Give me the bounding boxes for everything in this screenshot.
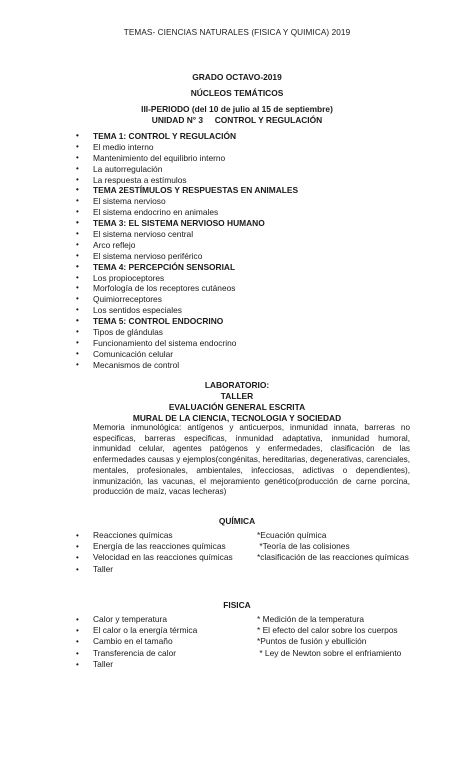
topic-item: • Mecanismos de control	[76, 360, 298, 371]
quimica-subtopic: *Teoría de las colisiones	[257, 541, 350, 552]
period-heading: III-PERIODO (del 10 de julio al 15 de septiembre)	[141, 104, 333, 114]
topics-list	[76, 131, 298, 371]
fisica-item: Taller	[93, 658, 114, 669]
topic-item: • Morfología de los receptores cutáneos	[76, 283, 298, 294]
quimica-item: Velocidad en las reacciones químicas	[93, 552, 233, 563]
topic-item: • Quimiorreceptores	[76, 294, 298, 305]
topic-heading: • TEMA 4: PERCEPCIÓN SENSORIAL	[76, 262, 298, 273]
workshop-label: TALLER	[220, 391, 254, 401]
quimica-item: Energía de las reacciones químicas	[93, 541, 226, 552]
topic-item: • Mantenimiento del equilibrio interno	[76, 153, 298, 164]
fisica-item: Calor y temperatura	[93, 614, 168, 624]
page-header: TEMAS- CIENCIAS NATURALES (FISICA Y QUIMICA) 2019	[123, 28, 351, 37]
topic-item: • El sistema nervioso	[76, 196, 298, 207]
fisica-subtopic: * Medición de la temperatura	[257, 614, 365, 624]
topic-item: • El sistema nervioso central	[76, 229, 298, 240]
topic-item: • Arco reflejo	[76, 240, 298, 251]
fisica-item: El calor o la energía térmica	[93, 625, 198, 636]
lab-title: LABORATORIO:	[204, 380, 270, 390]
fisica-subtopic: * Ley de Newton sobre el enfriamiento	[257, 647, 402, 658]
physics-title: FISICA	[223, 600, 251, 610]
unit-heading: UNIDAD N° 3 CONTROL Y REGULACIÓN	[151, 115, 323, 125]
memory-paragraph: Memoria inmunológica: antígenos y anticuerpos, inmunidad innata, barreras no especificas, barreras especificas, inmunidad adaptativa, inmunidad humoral, inmunidad celular, agentes patógenos y enfermedades, clasificación de las enfermedades causas y ejemplos(congénitas, hereditarias, degenerativas, carenciales, mentales, profesionales, ambientales, infecciosas, adictivas o dependientes), inmunización, las vacunas, el mejoramiento genético(producción de carne porcina, producción de maíz, vacas lecheras)	[93, 423, 410, 497]
grade-title: GRADO OCTAVO-2019	[192, 72, 282, 82]
topic-item: • La respuesta a estímulos	[76, 175, 298, 186]
fisica-item: Transferencia de calor	[93, 647, 177, 658]
evaluation-label: EVALUACIÓN GENERAL ESCRITA	[168, 402, 306, 412]
fisica-subtopic: * El efecto del calor sobre los cuerpos	[257, 625, 398, 636]
quimica-item: Reacciones químicas	[93, 530, 173, 540]
topic-item: • El medio interno	[76, 142, 298, 153]
chemistry-title: QUÍMICA	[218, 516, 256, 526]
topic-item: • El sistema endocrino en animales	[76, 207, 298, 218]
science-mural-label: MURAL DE LA CIENCIA, TECNOLOGIA Y SOCIEDAD	[132, 413, 342, 423]
fisica-subtopic: *Puntos de fusión y ebullición	[257, 636, 367, 647]
topic-item: • Los propioceptores	[76, 273, 298, 284]
quimica-item: Taller	[93, 563, 114, 574]
thematic-nuclei-title: NÚCLEOS TEMÁTICOS	[190, 88, 284, 98]
topic-item: • Los sentidos especiales	[76, 305, 298, 316]
topic-heading: • TEMA 2ESTÍMULOS Y RESPUESTAS EN ANIMALES	[76, 185, 298, 196]
topic-item: • Tipos de glándulas	[76, 327, 298, 338]
topic-item: • El sistema nervioso periférico	[76, 251, 298, 262]
topic-heading: • TEMA 1: CONTROL Y REGULACIÓN	[76, 131, 298, 142]
topic-item: • La autorregulación	[76, 164, 298, 175]
topic-heading: • TEMA 5: CONTROL ENDOCRINO	[76, 316, 298, 327]
topic-heading: • TEMA 3: EL SISTEMA NERVIOSO HUMANO	[76, 218, 298, 229]
quimica-subtopic: *Ecuación química	[257, 530, 327, 540]
topic-item: • Comunicación celular	[76, 349, 298, 360]
quimica-subtopic: *clasificación de las reacciones químicas	[257, 552, 409, 563]
topic-item: • Funcionamiento del sistema endocrino	[76, 338, 298, 349]
fisica-item: Cambio en el tamaño	[93, 636, 173, 647]
